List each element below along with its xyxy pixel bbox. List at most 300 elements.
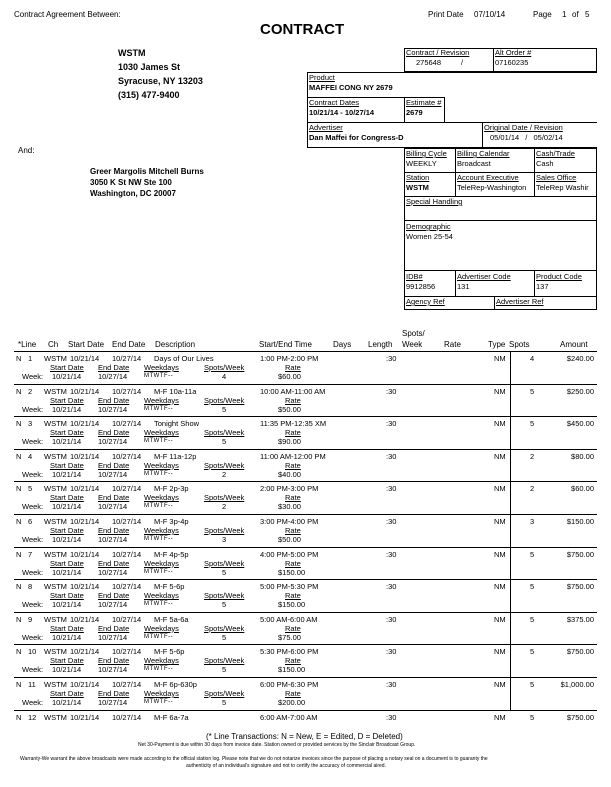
line-amount: $375.00 [566,614,594,624]
alt-order-cell [493,48,597,68]
line-start-date: 10/21/14 [70,419,100,429]
estimate-value: 2679 [406,108,423,117]
advertiser-ref-cell [494,297,597,307]
billing-calendar-label: Billing Calendar [457,149,510,158]
week-rate: $150.00 [278,665,306,675]
line-item-row [14,417,597,450]
sub-start-date-label: Start Date [50,623,84,633]
week-end-date: 10/27/14 [98,665,128,675]
line-type: NM [494,419,506,429]
net30-note: Net 30-Payment is due within 30 days from invoice date. Station owned or provided services by the Sinclair Broadcast Group. [138,742,416,748]
week-label: Week: [22,404,44,414]
sub-end-date-label: End Date [98,591,130,601]
sub-weekdays-label: Weekdays [144,460,179,470]
line-number: 10 [28,647,37,657]
line-time: 4:00 PM-5:00 PM [260,549,319,559]
line-start-date: 10/21/14 [70,712,100,722]
line-spots: 5 [530,647,535,657]
sub-rate-label: Rate [285,591,301,601]
line-time: 6:00 PM-6:30 PM [260,679,319,689]
product-label: Product [309,73,335,82]
alt-order-label: Alt Order # [495,48,532,57]
account-exec-label: Account Executive [457,173,519,182]
col-type: Type [488,340,506,349]
week-label: Week: [22,665,44,675]
agency-address [90,166,204,199]
sub-end-date-label: End Date [98,460,130,470]
sub-spots-week-label: Spots/Week [204,558,245,568]
line-channel: WSTM [44,516,67,526]
line-time: 5:30 PM-6:00 PM [260,647,319,657]
column-divider [510,678,511,710]
week-end-date: 10/27/14 [98,404,128,414]
sub-end-date-label: End Date [98,688,130,698]
line-length: :30 [386,484,397,494]
column-divider [510,580,511,612]
line-flag: N [16,451,22,461]
sub-spots-week-label: Spots/Week [204,460,245,470]
week-weekdays: MTWTF-- [144,535,174,542]
revision-date: 05/02/14 [533,133,563,142]
original-date-values [482,133,597,143]
page-current: 1 [562,10,567,19]
line-spots: 5 [530,419,535,429]
line-type: NM [494,386,506,396]
week-weekdays: MTWTF-- [144,503,174,510]
station-phone: (315) 477-9400 [118,90,180,100]
line-spots: 5 [530,549,535,559]
week-weekdays: MTWTF-- [144,438,174,445]
line-channel: WSTM [44,549,67,559]
contract-revision-label: Contract / Revision [406,48,470,57]
warranty-line-2: authenticity of an individual's signature and not to certify the accuracy of commercial aired. [186,763,386,769]
line-length: :30 [386,582,397,592]
product-cell [307,73,507,93]
line-start-date: 10/21/14 [70,484,100,494]
line-type: NM [494,614,506,624]
page-of: of [572,10,579,19]
col-spots-week-top: Spots/ [402,329,425,338]
line-type: NM [494,712,506,722]
line-description: M-F 10a-11a [154,386,197,396]
line-type: NM [494,647,506,657]
billing-cycle-label: Billing Cycle [406,149,447,158]
week-end-date: 10/27/14 [98,632,128,642]
sub-spots-week-label: Spots/Week [204,656,245,666]
sub-end-date-label: End Date [98,623,130,633]
line-start-date: 10/21/14 [70,647,100,657]
week-spots: 5 [222,632,227,642]
line-channel: WSTM [44,712,67,722]
col-amount: Amount [560,340,588,349]
line-number: 8 [28,582,33,592]
sub-spots-week-label: Spots/Week [204,363,245,372]
line-flag: N [16,614,22,624]
week-spots: 3 [222,534,227,544]
line-item-row [14,580,597,613]
warranty-line-1: Warranty-We warrant the above broadcasts were made according to the official station log. Please note that we do not notarize invoices since the purpose of placing a notary seal on a document is to guaranty the [20,756,488,762]
sub-start-date-label: Start Date [50,591,84,601]
demographic: Women 25-54 [406,232,453,241]
line-number: 1 [28,354,33,363]
sub-start-date-label: Start Date [50,558,84,568]
line-type: NM [494,679,506,689]
sub-weekdays-label: Weekdays [144,395,179,405]
line-amount: $450.00 [566,419,594,429]
week-weekdays: MTWTF-- [144,666,174,673]
line-channel: WSTM [44,647,67,657]
sub-start-date-label: Start Date [50,525,84,535]
line-length: :30 [386,614,397,624]
station-street: 1030 James St [118,62,181,72]
week-label: Week: [22,600,44,610]
cash-trade: Cash [536,159,554,168]
line-length: :30 [386,549,397,559]
line-channel: WSTM [44,614,67,624]
original-date-label: Original Date / Revision [484,123,563,132]
line-length: :30 [386,354,397,363]
sub-spots-week-label: Spots/Week [204,623,245,633]
week-spots: 5 [222,567,227,577]
original-sep: / [525,133,528,142]
line-end-date: 10/27/14 [112,451,142,461]
advertiser-code-cell [455,272,534,292]
line-length: :30 [386,712,397,722]
billing-calendar-cell [455,149,534,169]
print-date: 07/10/14 [474,10,506,19]
line-end-date: 10/27/14 [112,484,142,494]
line-start-date: 10/21/14 [70,516,100,526]
week-weekdays: MTWTF-- [144,633,174,640]
special-handling-cell [404,197,597,207]
sales-office: TeleRep Washir [536,183,589,192]
contract-dates-cell [307,98,404,118]
week-rate: $50.00 [278,534,301,544]
line-amount: $750.00 [566,582,594,592]
line-time: 6:00 AM-7:00 AM [260,712,318,722]
week-end-date: 10/27/14 [98,600,128,610]
column-headers [14,328,597,352]
agency-street: 3050 K St NW Ste 100 [90,178,172,187]
line-end-date: 10/27/14 [112,516,142,526]
line-amount: $1,000.00 [560,679,594,689]
estimate-label: Estimate # [406,98,442,107]
line-number: 9 [28,614,33,624]
line-end-date: 10/27/14 [112,419,142,429]
print-date-label: Print Date [428,10,464,19]
line-end-date: 10/27/14 [112,354,142,363]
line-type: NM [494,516,506,526]
line-number: 2 [28,386,33,396]
line-start-date: 10/21/14 [70,679,100,689]
sub-start-date-label: Start Date [50,363,84,372]
line-number: 5 [28,484,33,494]
column-divider [510,548,511,580]
line-description: M-F 6p-630p [154,679,197,689]
line-flag: N [16,582,22,592]
col-days: Days [333,340,352,349]
line-start-date: 10/21/14 [70,549,100,559]
line-flag: N [16,549,22,559]
line-amount: $240.00 [566,354,594,363]
sub-start-date-label: Start Date [50,493,84,503]
product-value: MAFFEI CONG NY 2679 [309,83,393,92]
sub-weekdays-label: Weekdays [144,688,179,698]
column-divider [510,613,511,645]
advertiser-code-label: Advertiser Code [457,272,511,281]
line-spots: 5 [530,712,535,722]
line-channel: WSTM [44,484,67,494]
line-time: 1:00 PM-2:00 PM [260,354,319,363]
sub-weekdays-label: Weekdays [144,428,179,438]
sub-spots-week-label: Spots/Week [204,591,245,601]
sub-end-date-label: End Date [98,395,130,405]
cash-trade-label: Cash/Trade [536,149,575,158]
week-label: Week: [22,697,44,707]
line-amount: $60.00 [571,484,594,494]
week-label: Week: [22,632,44,642]
advertiser-ref-label: Advertiser Ref [496,297,544,306]
week-spots: 5 [222,665,227,675]
week-spots: 5 [222,404,227,414]
line-spots: 5 [530,614,535,624]
week-label: Week: [22,534,44,544]
contract-dates: 10/21/14 - 10/27/14 [309,108,375,117]
line-item-row [14,711,597,725]
col-length: Length [368,340,393,349]
line-item-row [14,548,597,581]
line-number: 4 [28,451,33,461]
line-channel: WSTM [44,451,67,461]
week-label: Week: [22,567,44,577]
advertiser-label: Advertiser [309,123,343,132]
line-item-row [14,352,597,385]
line-spots: 2 [530,484,535,494]
line-start-date: 10/21/14 [70,451,100,461]
line-spots: 2 [530,451,535,461]
week-rate: $50.00 [278,404,301,414]
original-date: 05/01/14 [490,133,520,142]
account-exec: TeleRep-Washington [457,183,527,192]
sub-spots-week-label: Spots/Week [204,428,245,438]
column-divider [510,450,511,482]
line-time: 3:00 PM-4:00 PM [260,516,319,526]
line-channel: WSTM [44,354,67,363]
sub-start-date-label: Start Date [50,656,84,666]
station-city: Syracuse, NY 13203 [118,76,203,86]
sub-start-date-label: Start Date [50,460,84,470]
line-flag: N [16,419,22,429]
line-type: NM [494,549,506,559]
line-channel: WSTM [44,679,67,689]
week-weekdays: MTWTF-- [144,405,174,412]
line-spots: 5 [530,582,535,592]
week-end-date: 10/27/14 [98,697,128,707]
alt-order: 07160235 [495,58,529,67]
divider [404,270,597,271]
line-type: NM [494,484,506,494]
line-flag: N [16,712,22,722]
line-amount: $80.00 [571,451,594,461]
col-line: *Line [18,340,37,349]
col-ch: Ch [48,340,59,349]
column-divider [510,352,511,384]
line-time: 5:00 AM-6:00 AM [260,614,318,624]
sub-rate-label: Rate [285,525,301,535]
cash-trade-cell [534,149,597,169]
product-code-label: Product Code [536,272,582,281]
line-flag: N [16,386,22,396]
col-start-end-time: Start/End Time [259,340,312,349]
sales-office-label: Sales Office [536,173,577,182]
week-start-date: 10/21/14 [52,502,82,512]
line-end-date: 10/27/14 [112,679,142,689]
demographic-cell [404,222,597,242]
sub-spots-week-label: Spots/Week [204,688,245,698]
line-length: :30 [386,419,397,429]
estimate-cell [404,98,444,118]
line-time: 11:35 PM-12:35 XM [260,419,327,429]
sub-rate-label: Rate [285,395,301,405]
week-start-date: 10/21/14 [52,404,82,414]
week-start-date: 10/21/14 [52,632,82,642]
week-weekdays: MTWTF-- [144,698,174,705]
sub-spots-week-label: Spots/Week [204,493,245,503]
line-flag: N [16,679,22,689]
account-exec-cell [455,173,534,193]
sub-start-date-label: Start Date [50,395,84,405]
station-label: Station [406,173,430,182]
line-time: 5:00 PM-5:30 PM [260,582,319,592]
sub-spots-week-label: Spots/Week [204,525,245,535]
sub-end-date-label: End Date [98,525,130,535]
week-rate: $40.00 [278,469,301,479]
agency-ref-label: Agency Ref [406,297,445,306]
week-label: Week: [22,469,44,479]
week-start-date: 10/21/14 [52,372,82,381]
revision-sep: / [461,58,464,67]
divider [444,97,445,122]
week-end-date: 10/27/14 [98,372,128,381]
line-item-row [14,515,597,548]
station-address [118,46,203,102]
line-flag: N [16,516,22,526]
line-channel: WSTM [44,386,67,396]
sub-weekdays-label: Weekdays [144,525,179,535]
line-amount: $250.00 [566,386,594,396]
contract-number [404,58,494,68]
station-name: WSTM [118,48,146,58]
line-description: M-F 3p-4p [154,516,189,526]
original-date-cell [482,123,597,143]
line-time: 10:00 AM-11:00 AM [260,386,326,396]
col-spots: Spots [509,340,530,349]
sub-rate-label: Rate [285,558,301,568]
sub-end-date-label: End Date [98,558,130,568]
product-code-cell [534,272,597,292]
contract-no: 275648 [416,58,442,67]
agency-city: Washington, DC 20007 [90,189,176,198]
demographic-label: Demographic [406,222,451,231]
sub-rate-label: Rate [285,656,301,666]
line-amount: $750.00 [566,712,594,722]
sales-office-cell [534,173,597,193]
sub-weekdays-label: Weekdays [144,558,179,568]
week-rate: $90.00 [278,437,301,447]
line-spots: 3 [530,516,535,526]
week-rate: $30.00 [278,502,301,512]
sub-rate-label: Rate [285,460,301,470]
week-weekdays: MTWTF-- [144,470,174,477]
line-description: M-F 6a-7a [154,712,189,722]
contract-revision-cell [404,48,494,68]
line-item-row [14,482,597,515]
sub-weekdays-label: Weekdays [144,363,179,372]
idb: 9912856 [406,282,436,291]
week-label: Week: [22,372,44,381]
sub-end-date-label: End Date [98,363,130,372]
line-length: :30 [386,647,397,657]
divider [404,220,597,221]
idb-cell [404,272,455,292]
week-spots: 2 [222,502,227,512]
column-divider [510,515,511,547]
col-spots-week-bottom: Week [402,340,423,349]
line-type: NM [494,354,506,363]
line-start-date: 10/21/14 [70,582,100,592]
week-end-date: 10/27/14 [98,502,128,512]
sub-rate-label: Rate [285,493,301,503]
billing-cycle: WEEKLY [406,159,437,168]
sub-weekdays-label: Weekdays [144,623,179,633]
line-end-date: 10/27/14 [112,712,142,722]
column-divider [510,385,511,417]
line-item-row [14,613,597,646]
line-type: NM [494,451,506,461]
page-total: 5 [585,10,590,19]
sub-rate-label: Rate [285,428,301,438]
line-start-date: 10/21/14 [70,614,100,624]
line-flag: N [16,647,22,657]
agency-name: Greer Margolis Mitchell Burns [90,167,204,176]
line-item-row [14,678,597,711]
station-value: WSTM [406,183,429,192]
line-amount: $750.00 [566,549,594,559]
line-item-row [14,385,597,418]
line-description: M-F 5a-6a [154,614,189,624]
line-spots: 4 [530,354,535,363]
week-start-date: 10/21/14 [52,437,82,447]
week-end-date: 10/27/14 [98,534,128,544]
line-spots: 5 [530,679,535,689]
line-description: M-F 2p-3p [154,484,189,494]
sub-end-date-label: End Date [98,656,130,666]
week-weekdays: MTWTF-- [144,601,174,608]
line-channel: WSTM [44,582,67,592]
sub-weekdays-label: Weekdays [144,591,179,601]
line-end-date: 10/27/14 [112,647,142,657]
line-number: 6 [28,516,33,526]
col-description: Description [155,340,196,349]
legend: (* Line Transactions: N = New, E = Edited, D = Deleted) [206,732,403,741]
sub-spots-week-label: Spots/Week [204,395,245,405]
line-description: M-F 5-6p [154,582,185,592]
line-description: M-F 5-6p [154,647,185,657]
and-label: And: [18,146,35,155]
sub-start-date-label: Start Date [50,428,84,438]
week-end-date: 10/27/14 [98,437,128,447]
line-length: :30 [386,451,397,461]
